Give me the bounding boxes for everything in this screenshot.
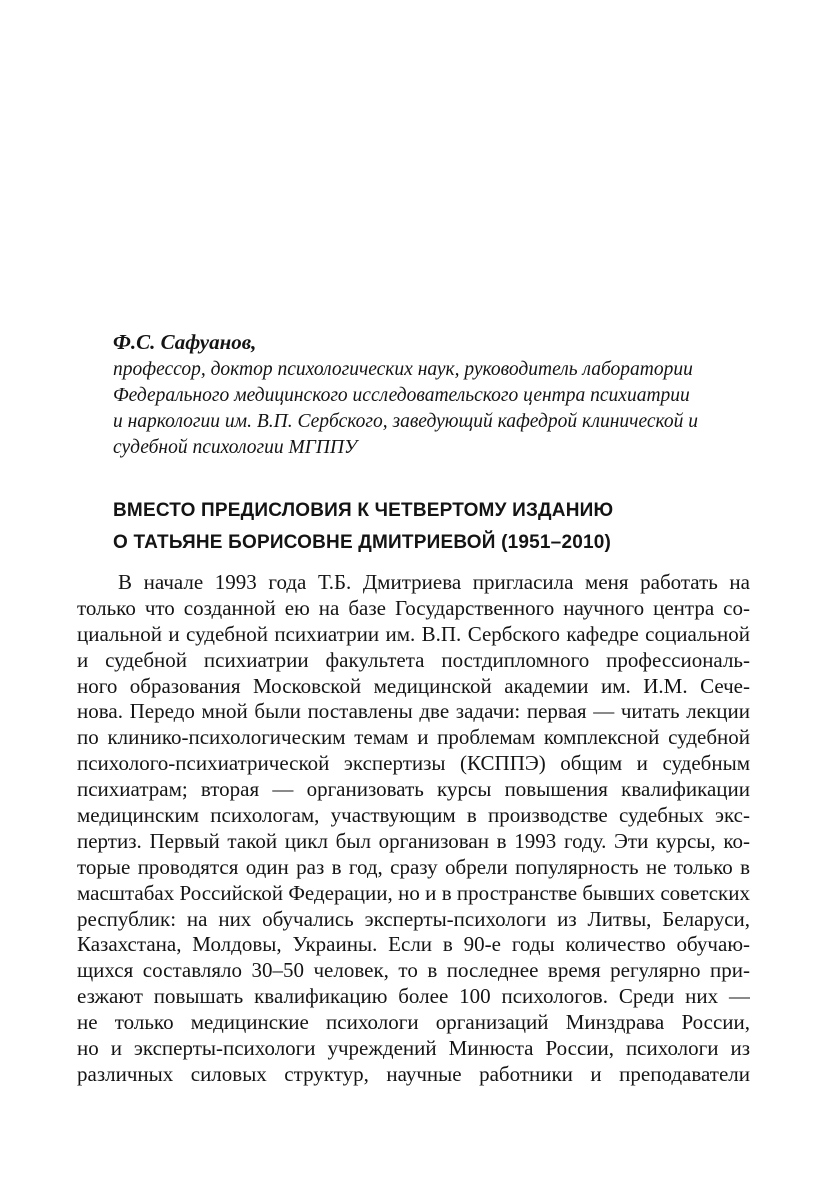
author-name: Ф.С. Сафуанов,	[113, 330, 257, 354]
paragraph-line: ного образования Московской медицинской академии им. И.М. Сече-	[77, 673, 750, 698]
body-paragraph	[77, 570, 750, 1088]
paragraph-line: психолого-психиатрической экспертизы (КСППЭ) общим и судебным	[77, 751, 750, 776]
section-heading-line: ВМЕСТО ПРЕДИСЛОВИЯ К ЧЕТВЕРТОМУ ИЗДАНИЮ	[113, 500, 614, 521]
paragraph-line: медицинским психологам, участвующим в производстве судебных экс-	[77, 803, 750, 828]
paragraph-line: не только медицинские психологи организаций Минздрава России,	[77, 1010, 750, 1035]
author-description-line: профессор, доктор психологических наук, руководитель лаборатории	[113, 359, 693, 380]
paragraph-line: но и эксперты-психологи учреждений Минюста России, психологи из	[77, 1036, 750, 1061]
paragraph-line: езжают повышать квалификацию более 100 психологов. Среди них —	[77, 984, 750, 1009]
paragraph-line: циальной и судебной психиатрии им. В.П. Сербского кафедре социальной	[77, 621, 750, 646]
paragraph-line: по клинико-психологическим темам и проблемам комплексной судебной	[77, 725, 750, 750]
author-block	[113, 327, 753, 461]
paragraph-line: различных силовых структур, научные работники и преподаватели	[77, 1061, 750, 1086]
paragraph-line: только что созданной ею на базе Государственного научного центра со-	[77, 595, 750, 620]
author-description-line: Федерального медицинского исследовательского центра психиатрии	[113, 385, 690, 406]
section-heading	[113, 495, 753, 559]
author-description-line: судебной психологии МГППУ	[113, 437, 358, 458]
section-heading-line: О ТАТЬЯНЕ БОРИСОВНЕ ДМИТРИЕВОЙ (1951–2010)	[113, 532, 612, 553]
paragraph-line: пертиз. Первый такой цикл был организован в 1993 году. Эти курсы, ко-	[77, 828, 750, 853]
paragraph-line: торые проводятся один раз в год, сразу обрели популярность не только в	[77, 854, 750, 879]
paragraph-line: психиатрам; вторая — организовать курсы повышения квалификации	[77, 777, 750, 802]
author-description-line: и наркологии им. В.П. Сербского, заведующий кафедрой клинической и	[113, 411, 698, 432]
author-description	[113, 357, 753, 461]
paragraph-line: масштабах Российской Федерации, но и в пространстве бывших советских	[77, 880, 750, 905]
paragraph-line: республик: на них обучались эксперты-психологи из Литвы, Беларуси,	[77, 906, 750, 931]
paragraph-line: В начале 1993 года Т.Б. Дмитриева пригласила меня работать на	[118, 570, 750, 594]
paragraph-line: щихся составляло 30–50 человек, то в последнее время регулярно при-	[77, 958, 750, 983]
paragraph-line: нова. Передо мной были поставлены две задачи: первая — читать лекции	[77, 699, 750, 724]
paragraph-line: и судебной психиатрии факультета постдипломного профессиональ-	[77, 647, 750, 672]
paragraph-line: Казахстана, Молдовы, Украины. Если в 90-е годы количество обучаю-	[77, 932, 750, 957]
